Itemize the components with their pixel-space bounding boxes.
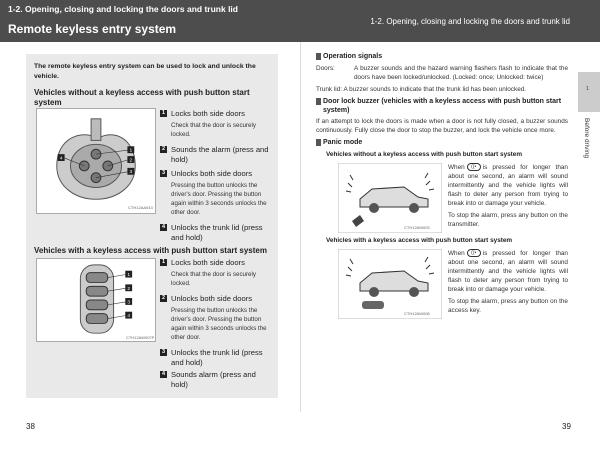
list-item: 3 Unlocks both side doors: [161, 169, 253, 178]
illus2-code: CTH12AW007P: [126, 335, 155, 340]
door-lock-heading: Door lock buzzer (vehicles with a keyless access with push button start system): [316, 97, 568, 115]
keyfob-illustration-1: [36, 108, 156, 214]
panic2-block: [316, 249, 568, 319]
section-marker: [316, 139, 321, 146]
car-alarm-illustration-1: [338, 163, 442, 233]
panic-button-icon: ((•: [467, 249, 481, 257]
section-marker: [316, 98, 321, 105]
list-item: 2 Unlocks both side doors: [161, 294, 253, 303]
doors-row: Doors: A buzzer sounds and the hazard warning flashers flash to indicate that the doors have been locked/unlocked. (Locked: once; Unlocked: twice): [316, 65, 568, 81]
section2-items: 1 Locks both side doors Check that the door is securely locked. 2 Unlocks both side doors Pressing the button unlocks the driver's door. Pressing the button again within 3 seconds unlocks the other door. 3 Unlocks the trunk lid (press and hold) 4 Sounds alarm (press and hold): [160, 258, 272, 392]
trunk-text: Trunk lid: A buzzer sounds to indicate that the trunk lid has been unlocked.: [316, 86, 527, 93]
panic1-text: When ((• is pressed for longer than about one second, an alarm will sound intermittently and the vehicle lights will flash to deter any person from trying to break into or damage your vehicle. To stop the alarm, press any button on the transmitter.: [448, 164, 568, 228]
svg-text:2: 2: [129, 158, 133, 164]
list-item: 2 Sounds the alarm (press and hold): [161, 145, 269, 164]
svg-text:2: 2: [127, 286, 131, 292]
panic2-subheading: Vehicles with a keyless access with push button start system: [326, 237, 513, 244]
list-item: 4 Unlocks the trunk lid (press and hold): [161, 223, 263, 242]
chapter-tab-label: Before driving: [583, 118, 590, 159]
list-item: 1 Locks both side doors: [161, 109, 245, 118]
panic1-block: [316, 163, 568, 233]
section2-heading: Vehicles with a keyless access with push button start system: [34, 246, 267, 255]
svg-text:CTH12AW003: CTH12AW003: [404, 225, 430, 230]
section1-items: 1 Locks both side doors Check that the door is securely locked. 2 Sounds the alarm (press and hold) 3 Unlocks both side doors Pressing the button unlocks the driver's door. Pressing the button again within 3 seconds unlocks the other door. 4 Unlocks the trunk lid (press and hold): [160, 109, 272, 245]
svg-text:3: 3: [129, 170, 133, 176]
list-item: 4 Sounds alarm (press and hold): [161, 370, 256, 389]
left-page-title: Remote keyless entry system: [8, 22, 177, 36]
page-number-left: 38: [26, 422, 35, 431]
list-item: 3 Unlocks the trunk lid (press and hold): [161, 348, 263, 367]
list-item: 1 Locks both side doors: [161, 258, 245, 267]
svg-text:CTH12AW008: CTH12AW008: [404, 311, 430, 316]
keyfob-illustration-2: [36, 258, 156, 342]
operation-signals-heading: Operation signals: [316, 52, 568, 61]
panic2-text: When ((• is pressed for longer than about one second, an alarm will sound intermittently and the vehicle lights will flash to deter any person from trying to break into or damage your vehicle. To stop the alarm, press any button on the access key.: [448, 250, 568, 314]
right-section-title: 1-2. Opening, closing and locking the doors and trunk lid: [370, 17, 570, 26]
left-section-title: 1-2. Opening, closing and locking the doors and trunk lid: [8, 4, 238, 14]
illus1-code: CTH12AA043: [128, 205, 153, 210]
page-number-right: 39: [562, 422, 571, 431]
chapter-tab: [578, 72, 600, 112]
svg-text:4: 4: [127, 314, 131, 320]
door-lock-text: If an attempt to lock the doors is made when a door is not fully closed, a buzzer sounds continuously. Fully close the door to stop the buzzer, and lock the vehicle once more.: [316, 118, 568, 134]
right-column: [316, 52, 568, 319]
intro-text: The remote keyless entry system can be used to lock and unlock the vehicle.: [34, 63, 256, 80]
svg-text:3: 3: [127, 300, 131, 306]
panic-button-icon: ((•: [467, 163, 481, 171]
svg-text:1: 1: [129, 148, 133, 154]
car-alarm-illustration-2: [338, 249, 442, 319]
section1-heading: Vehicles without a keyless access with push button start system: [34, 88, 250, 107]
page-divider: [300, 42, 301, 412]
svg-text:4: 4: [59, 156, 63, 162]
svg-text:1: 1: [127, 273, 131, 279]
panic-heading: Panic mode: [316, 138, 568, 147]
section-marker: [316, 53, 321, 60]
page-header: [0, 0, 600, 42]
chapter-tab-number: 1: [586, 86, 589, 92]
panic1-subheading: Vehicles without a keyless access with push button start system: [326, 151, 523, 158]
